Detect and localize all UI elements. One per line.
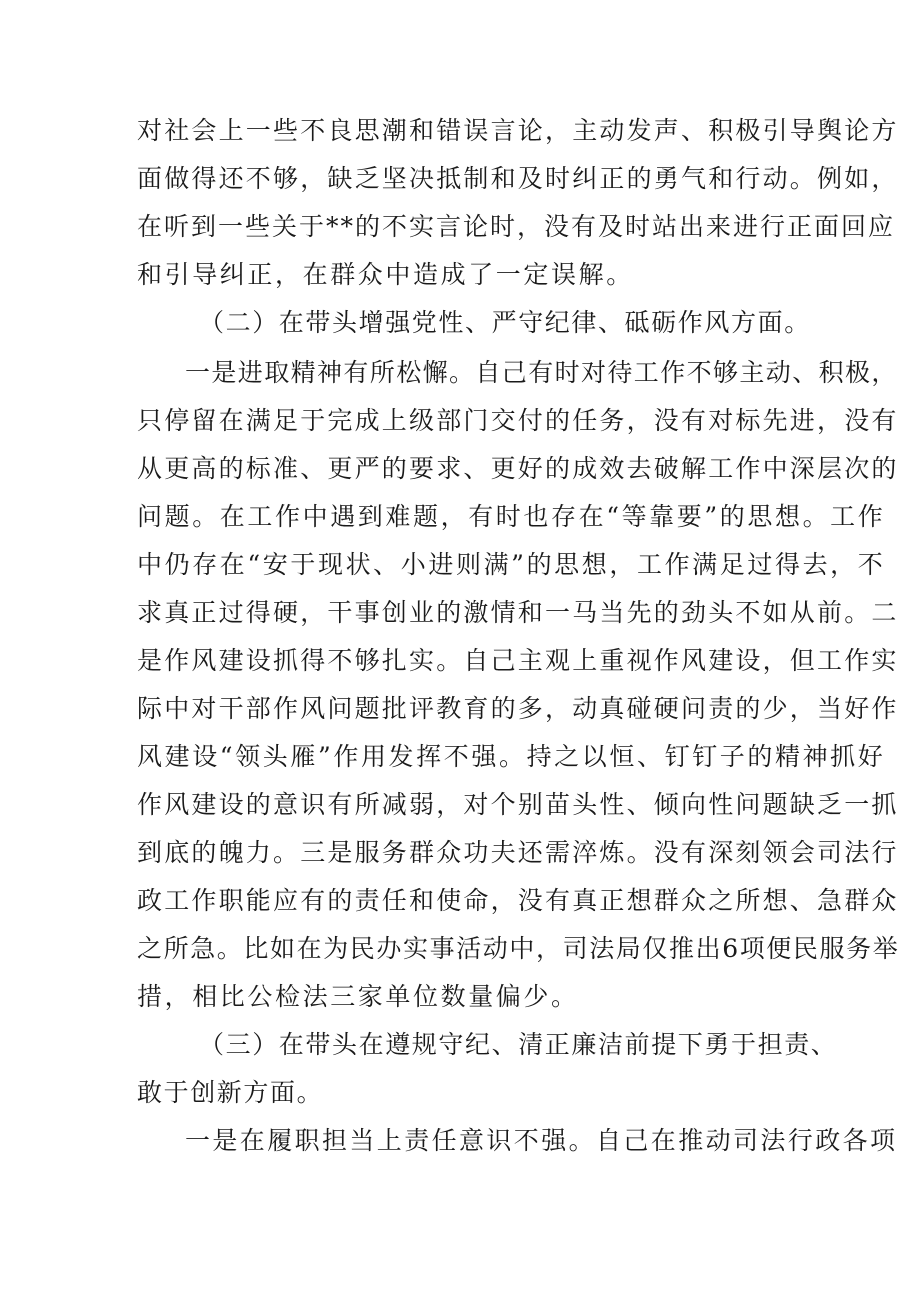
- text-line: 际中对干部作风问题批评教育的多，动真碰硬问责的少，当好作: [137, 694, 899, 723]
- text-line: 到底的魄力。三是服务群众功夫还需淬炼。没有深刻领会司法行: [137, 838, 899, 867]
- text-line: 政工作职能应有的责任和使命，没有真正想群众之所想、急群众: [137, 886, 899, 915]
- section-heading-3: （三）在带头在遵规守纪、清正廉洁前提下勇于担责、: [199, 1030, 838, 1059]
- text-line: 问题。在工作中遇到难题，有时也存在“等靠要”的思想。工作: [137, 502, 886, 531]
- text-line: 作风建设的意识有所减弱，对个别苗头性、倾向性问题缺乏一抓: [137, 790, 899, 819]
- text-line: 对社会上一些不良思潮和错误言论，主动发声、积极引导舆论方: [137, 116, 899, 145]
- text-line: 求真正过得硬，干事创业的激情和一马当先的劲头不如从前。二: [137, 598, 899, 627]
- text-line: 中仍存在“安于现状、小进则满”的思想，工作满足过得去，不: [137, 550, 886, 579]
- text-line: 从更高的标准、更严的要求、更好的成效去破解工作中深层次的: [137, 454, 899, 483]
- text-line: 面做得还不够，缺乏坚决抵制和及时纠正的勇气和行动。例如，: [137, 164, 899, 193]
- text-line: 措，相比公检法三家单位数量偏少。: [137, 982, 579, 1011]
- text-line: 只停留在满足于完成上级部门交付的任务，没有对标先进，没有: [137, 406, 899, 435]
- section-heading-2: （二）在带头增强党性、严守纪律、砥砺作风方面。: [199, 308, 811, 337]
- text-line: 之所急。比如在为民办实事活动中，司法局仅推出6项便民服务举: [137, 934, 900, 963]
- text-line: 一是在履职担当上责任意识不强。自己在推动司法行政各项: [185, 1126, 898, 1155]
- text-line: 和引导纠正，在群众中造成了一定误解。: [137, 260, 634, 289]
- text-line: 风建设“领头雁”作用发挥不强。持之以恒、钉钉子的精神抓好: [137, 742, 886, 771]
- section-heading-3-continued: 敢于创新方面。: [137, 1078, 324, 1107]
- text-line: 是作风建设抓得不够扎实。自己主观上重视作风建设，但工作实: [137, 646, 899, 675]
- text-line: 一是进取精神有所松懈。自己有时对待工作不够主动、积极，: [185, 358, 898, 387]
- text-line: 在听到一些关于**的不实言论时，没有及时站出来进行正面回应: [137, 212, 896, 241]
